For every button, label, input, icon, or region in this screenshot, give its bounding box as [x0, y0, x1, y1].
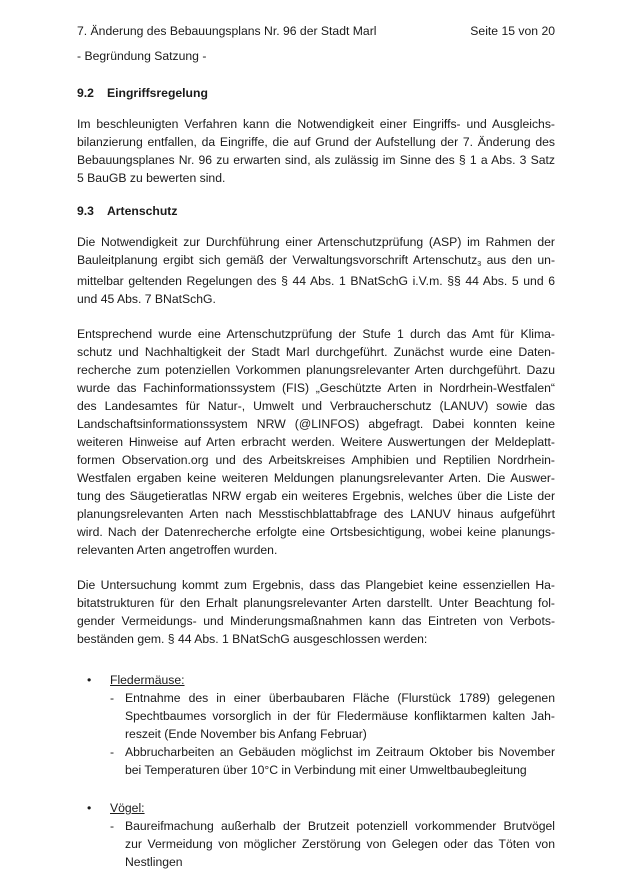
text-fragment: aus den un- — [481, 253, 555, 267]
text-line: des Landesamtes für Natur-, Umwelt und Verbraucherschutz (LANUV) sowie das — [77, 399, 555, 413]
document-page — [77, 22, 555, 871]
text-line: weiteren Hinweise auf Arten erbracht werden. Weitere Auswertungen der Meldeplatt- — [77, 435, 555, 449]
list-item-voegel — [77, 799, 555, 871]
text-line — [77, 251, 555, 272]
text-line: formen Observation.org und des Arbeitskreises Amphibien und Reptilien Nordrhein- — [77, 453, 555, 467]
section-title: Artenschutz — [107, 204, 178, 218]
text-line: Bebauungsplanes Nr. 96 zu erwarten sind, als zulässig im Sinne des § 1 a Abs. 3 Satz — [77, 153, 555, 167]
sub-list — [110, 817, 555, 871]
text-line: zur Vermeidung von möglicher Zerstörung von Gelegen oder das Töten von — [125, 837, 555, 851]
sub-list — [110, 689, 555, 779]
text-line: Abbrucharbeiten an Gebäuden möglichst im Zeitraum Oktober bis November — [125, 745, 555, 759]
bullet-icon: • — [87, 801, 92, 815]
text-line: Westfalen ergaben keine weiteren Meldungen planungsrelevanter Arten. Die Auswer- — [77, 471, 555, 485]
text-line: recherche zum potenziellen Vorkommen planungsrelevanter Arten durchgeführt. Dazu — [77, 363, 555, 377]
paragraph-artenschutz-intro — [77, 233, 555, 308]
sub-list-item — [110, 743, 555, 779]
footnote-marker: 3 — [477, 261, 482, 268]
text-line: bei Temperaturen über 10°C in Verbindung mit einer Umweltbaubegleitung — [125, 763, 527, 777]
list-item-fledermaeuse — [77, 671, 555, 779]
text-line: relevanten Arten angetroffen wurden. — [77, 543, 278, 557]
dash-icon: - — [110, 691, 115, 705]
text-line: Im beschleunigten Verfahren kann die Notwendigkeit einer Eingriffs- und Ausgleichs- — [77, 117, 555, 131]
text-line: Spechtbaumes vorsorglich in der für Fledermäuse konfliktarmen kalten Jah- — [125, 709, 555, 723]
dash-icon: - — [110, 819, 115, 833]
paragraph-artenschutzpruefung — [77, 325, 555, 559]
text-line: Entsprechend wurde eine Artenschutzprüfung der Stufe 1 durch das Amt für Klima- — [77, 327, 555, 341]
section-number: 9.2 — [77, 86, 94, 100]
text-fragment: Bauleitplanung ergibt sich gemäß der Verwaltungsvorschrift Artenschutz — [77, 253, 478, 267]
text-line: Entnahme des in einer überbaubaren Fläche (Flurstück 1789) gelegenen — [125, 691, 555, 705]
text-line: gender Vermeidungs- und Minderungsmaßnahmen kann das Eintreten von Verbots- — [77, 614, 555, 628]
text-line: bilanzierung entfallen, da Eingriffe, die auf Grund der Aufstellung der 7. Änderung des — [77, 135, 555, 149]
text-line: beständen gem. § 44 Abs. 1 BNatSchG ausgeschlossen werden: — [77, 632, 428, 646]
list-item-label: Fledermäuse: — [110, 673, 185, 687]
header-subtitle: - Begründung Satzung - — [77, 49, 207, 63]
text-line: Die Notwendigkeit zur Durchführung einer Artenschutzprüfung (ASP) im Rahmen der — [77, 235, 555, 249]
dash-icon: - — [110, 745, 115, 759]
text-line: 5 BauGB zu bewerten sind. — [77, 171, 226, 185]
section-heading-9-3 — [77, 202, 555, 220]
section-number: 9.3 — [77, 204, 94, 218]
text-line: mittelbar geltenden Regelungen des § 44 Abs. 1 BNatSchG i.V.m. §§ 44 Abs. 5 und 6 — [77, 274, 555, 288]
text-line: planungsrelevanten Arten nach Messtischblattabfrage des LANUV hinaus aufgeführt — [77, 507, 555, 521]
sub-list-item — [110, 817, 555, 871]
text-line: Die Untersuchung kommt zum Ergebnis, dass das Plangebiet keine essenziellen Ha- — [77, 578, 555, 592]
text-line: bitatstrukturen für den Erhalt planungsrelevanter Arten darstellt. Unter Beachtung fol- — [77, 596, 555, 610]
text-line: wird. Nach der Datenrecherche erfolgte eine Ortsbesichtigung, wobei keine planungs- — [77, 525, 555, 539]
sub-list-item — [110, 689, 555, 743]
section-heading-9-2 — [77, 84, 555, 102]
text-line: tung des Säugetieratlas NRW ergab ein weiteres Ergebnis, welches über die Liste der — [77, 489, 555, 503]
text-line: reszeit (Ende November bis Anfang Februar) — [125, 727, 367, 741]
text-line: Landschaftsinformationssystem NRW (@LINFOS) abgefragt. Dabei konnten keine — [77, 417, 555, 431]
text-line: schutz und Nachhaltigkeit der Stadt Marl durchgeführt. Zunächst wurde eine Daten- — [77, 345, 555, 359]
paragraph-ergebnis — [77, 576, 555, 648]
bullet-list — [77, 671, 555, 871]
list-item-label: Vögel: — [110, 801, 145, 815]
header-title: 7. Änderung des Bebauungsplans Nr. 96 der Stadt Marl — [77, 24, 377, 38]
text-line: wurde das Fachinformationssystem (FIS) „Geschützte Arten in Nordrhein-Westfalen“ — [77, 381, 555, 395]
section-title: Eingriffsregelung — [107, 86, 208, 100]
bullet-icon: • — [87, 673, 92, 687]
paragraph-eingriffsregelung — [77, 115, 555, 187]
text-line: und 45 Abs. 7 BNatSchG. — [77, 292, 216, 306]
text-line: Baureifmachung außerhalb der Brutzeit potenziell vorkommender Brutvögel — [125, 819, 555, 833]
text-line: Nestlingen — [125, 855, 183, 869]
page-header — [77, 22, 555, 40]
page-number: Seite 15 von 20 — [470, 24, 555, 38]
